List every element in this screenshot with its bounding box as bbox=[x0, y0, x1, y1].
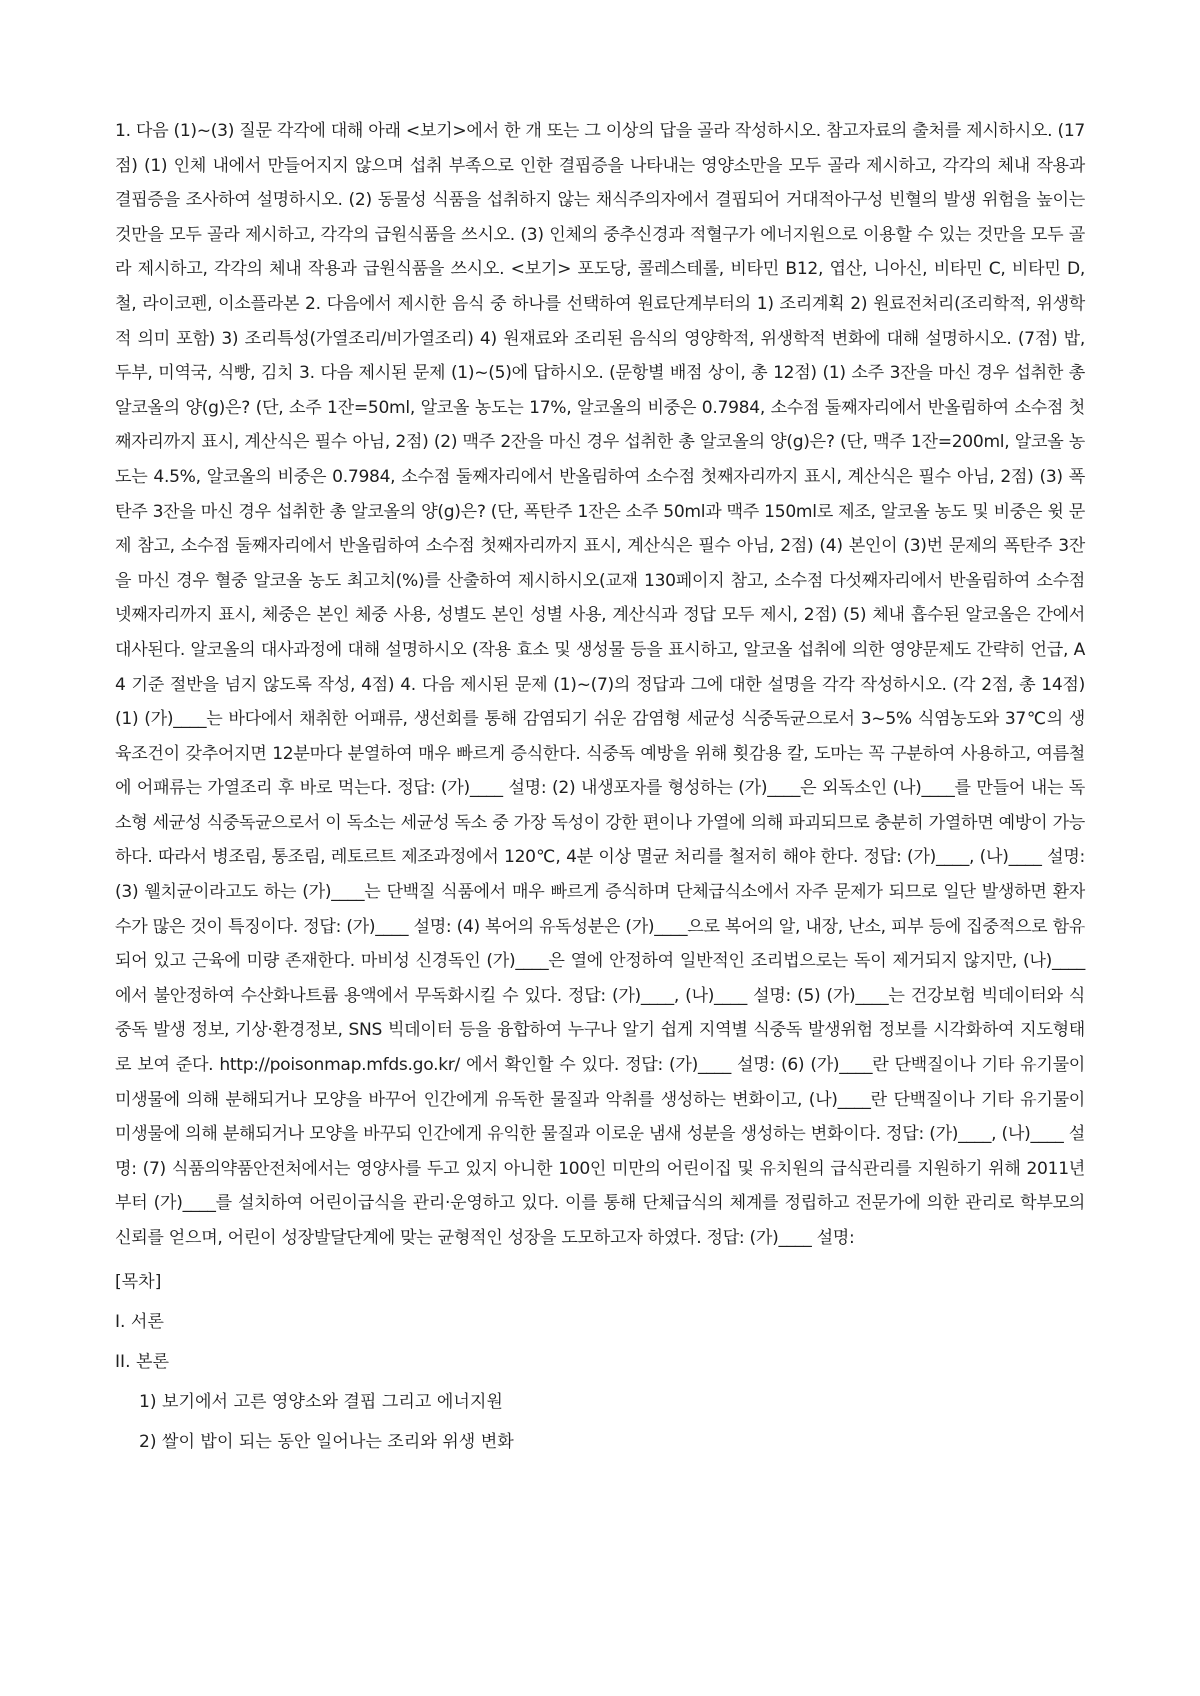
toc-subitem-rice-cooking: 2) 쌀이 밥이 되는 동안 일어나는 조리와 위생 변화 bbox=[139, 1431, 514, 1452]
assignment-questions-paragraph: 1. 다음 (1)~(3) 질문 각각에 대해 아래 <보기>에서 한 개 또는 그 이상의 답을 골라 작성하시오. 참고자료의 출처를 제시하시오. (17점) (1) 인체 내에서 만들어지지 않으며 섭취 부족으로 인한 결핍증을 나타내는 영양소만을 모두 골라 제시하고, 각각의 체내 작용과 결핍증을 조사하여 설명하시오. (2) 동물성 식품을 섭취하지 않는 채식주의자에서 결핍되어 거대적아구성 빈혈의 발생 위험을 높이는 것만을 모두 골라 제시하고, 각각의 급원식품을 쓰시오. (3) 인체의 중추신경과 적혈구가 에너지원으로 이용할 수 있는 것만을 모두 골라 제시하고, 각각의 체내 작용과 급원식품을 쓰시오. <보기> 포도당, 콜레스테롤, 비타민 B12, 엽산, 니아신, 비타민 C, 비타민 D, 철, 라이코펜, 이소플라본 2. 다음에서 제시한 음식 중 하나를 선택하여 원료단계부터의 1) 조리계획 2) 원료전처리(조리학적, 위생학적 의미 포함) 3) 조리특성(가열조리/비가열조리) 4) 원재료와 조리된 음식의 영양학적, 위생학적 변화에 대해 설명하시오. (7점) 밥, 두부, 미역국, 식빵, 김치 3. 다음 제시된 문제 (1)~(5)에 답하시오. (문항별 배점 상이, 총 12점) (1) 소주 3잔을 마신 경우 섭취한 총 알코올의 양(g)은? (단, 소주 1잔=50ml, 알코올 농도는 17%, 알코올의 비중은 0.7984, 소수점 둘째자리에서 반올림하여 소수점 첫째자리까지 표시, 계산식은 필수 아님, 2점) (2) 맥주 2잔을 마신 경우 섭취한 총 알코올의 양(g)은? (단, 맥주 1잔=200ml, 알코올 농도는 4.5%, 알코올의 비중은 0.7984, 소수점 둘째자리에서 반올림하여 소수점 첫째자리까지 표시, 계산식은 필수 아님, 2점) (3) 폭탄주 3잔을 마신 경우 섭취한 총 알코올의 양(g)은? (단, 폭탄주 1잔은 소주 50ml과 맥주 150ml로 제조, 알코올 농도 및 비중은 윗 문제 참고, 소수점 둘째자리에서 반올림하여 소수점 첫째자리까지 표시, 계산식은 필수 아님, 2점) (4) 본인이 (3)번 문제의 폭탄주 3잔을 마신 경우 혈중 알코올 농도 최고치(%)를 산출하여 제시하시오(교재 130페이지 참고, 소수점 다섯째자리에서 반올림하여 소수점 넷째자리까지 표시, 체중은 본인 체중 사용, 성별도 본인 성별 사용, 계산식과 정답 모두 제시, 2점) (5) 체내 흡수된 알코올은 간에서 대사된다. 알코올의 대사과정에 대해 설명하시오 (작용 효소 및 생성물 등을 표시하고, 알코올 섭취에 의한 영양문제도 간략히 언급, A4 기준 절반을 넘지 않도록 작성, 4점) 4. 다음 제시된 문제 (1)~(7)의 정답과 그에 대한 설명을 각각 작성하시오. (각 2점, 총 14점) (1) (가)____는 바다에서 채취한 어패류, 생선회를 통해 감염되기 쉬운 감염형 세균성 식중독균으로서 3~5% 식염농도와 37℃의 생육조건이 갖추어지면 12분마다 분열하여 매우 빠르게 증식한다. 식중독 예방을 위해 횟감용 칼, 도마는 꼭 구분하여 사용하고, 여름철에 어패류는 가열조리 후 바로 먹는다. 정답: (가)____ 설명: (2) 내생포자를 형성하는 (가)____은 외독소인 (나)____를 만들어 내는 독소형 세균성 식중독균으로서 이 독소는 세균성 독소 중 가장 독성이 강한 편이나 가열에 의해 파괴되므로 충분히 가열하면 예방이 가능하다. 따라서 병조림, 통조림, 레토르트 제조과정에서 120℃, 4분 이상 멸균 처리를 철저히 해야 한다. 정답: (가)____, (나)____ 설명: (3) 웰치균이라고도 하는 (가)____는 단백질 식품에서 매우 빠르게 증식하며 단체급식소에서 자주 문제가 되므로 일단 발생하면 환자수가 많은 것이 특징이다. 정답: (가)____ 설명: (4) 복어의 유독성분은 (가)____으로 복어의 알, 내장, 난소, 피부 등에 집중적으로 함유되어 있고 근육에 미량 존재한다. 마비성 신경독인 (가)____은 열에 안정하여 일반적인 조리법으로는 독이 제거되지 않지만, (나)____에서 불안정하여 수산화나트륨 용액에서 무독화시킬 수 있다. 정답: (가)____, (나)____ 설명: (5) (가)____는 건강보험 빅데이터와 식중독 발생 정보, 기상·환경정보, SNS 빅데이터 등을 융합하여 누구나 알기 쉽게 지역별 식중독 발생위험 정보를 시각화하여 지도형태로 보여 준다. http://poisonmap.mfds.go.kr/ 에서 확인할 수 있다. 정답: (가)____ 설명: (6) (가)____란 단백질이나 기타 유기물이 미생물에 의해 분해되거나 모양을 바꾸어 인간에게 유독한 물질과 악취를 생성하는 변화이고, (나)____란 단백질이나 기타 유기물이 미생물에 의해 분해되거나 모양을 바꾸되 인간에게 유익한 물질과 이로운 냄새 성분을 생성하는 변화이다. 정답: (가)____, (나)____ 설명: (7) 식품의약품안전처에서는 영양사를 두고 있지 아니한 100인 미만의 어린이집 및 유치원의 급식관리를 지원하기 위해 2011년부터 (가)____를 설치하여 어린이급식을 관리·운영하고 있다. 이를 통해 단체급식의 체계를 정립하고 전문가에 의한 관리로 학부모의 신뢰를 얻으며, 어린이 성장발달단계에 맞는 균형적인 성장을 도모하고자 하였다. 정답: (가)____ 설명: bbox=[115, 121, 1086, 1248]
toc-item-introduction: I. 서론 bbox=[115, 1311, 164, 1332]
toc-item-main-body: II. 본론 bbox=[115, 1351, 169, 1372]
table-of-contents bbox=[115, 1262, 1085, 1462]
toc-heading: [목차] bbox=[115, 1271, 162, 1292]
toc-subitem-nutrients: 1) 보기에서 고른 영양소와 결핍 그리고 에너지원 bbox=[139, 1391, 503, 1412]
document-page bbox=[115, 114, 1085, 1462]
